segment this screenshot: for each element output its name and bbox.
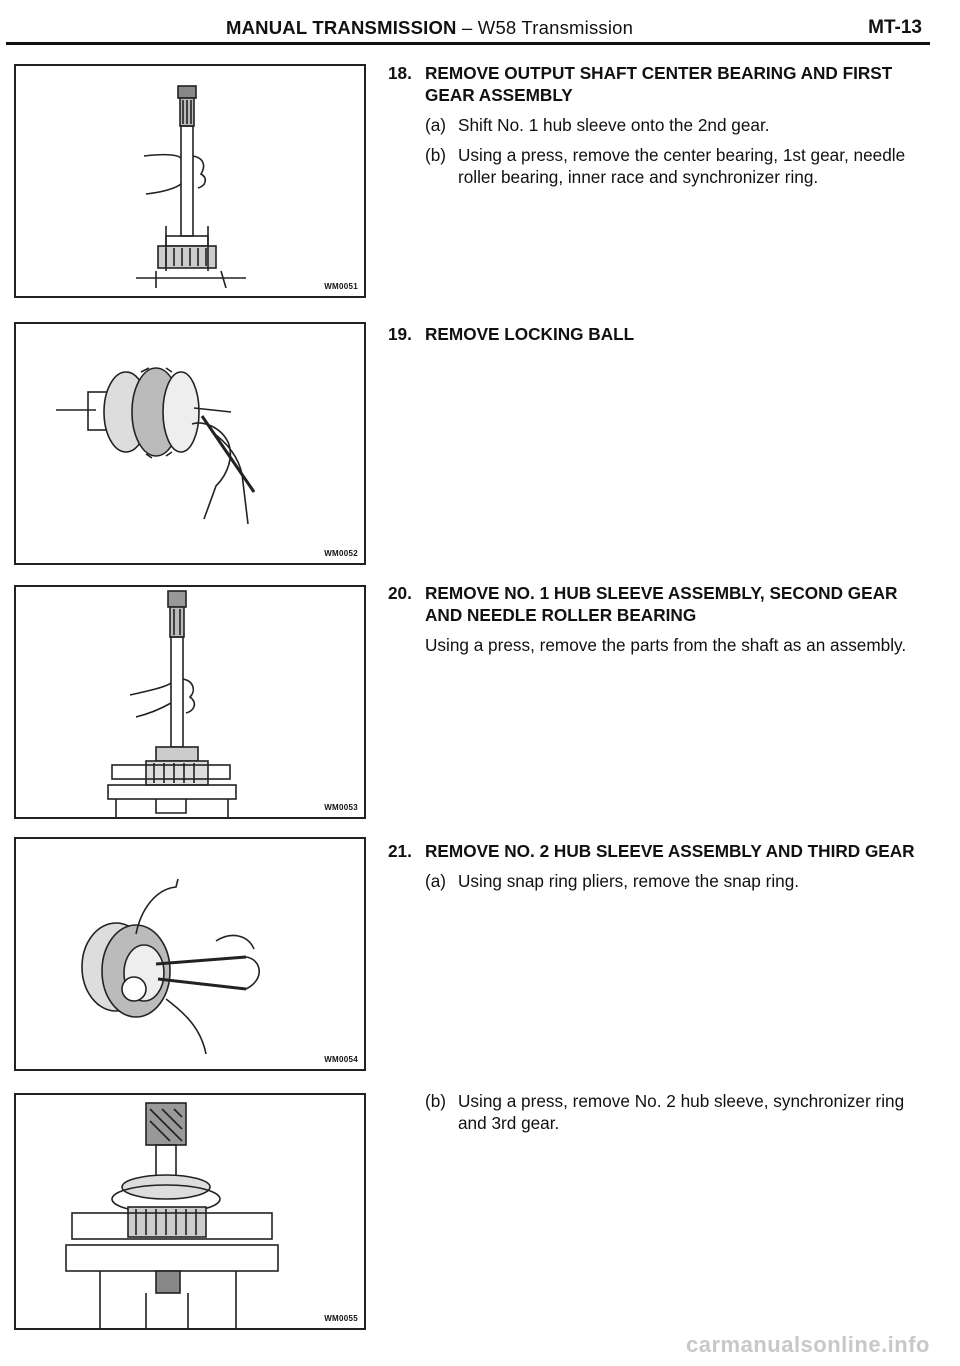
page-number: MT-13 (868, 17, 922, 38)
figure-locking-ball (14, 322, 366, 565)
figure-code: WM0055 (324, 1314, 358, 1323)
locking-ball-illustration (16, 324, 364, 563)
step-title: REMOVE NO. 2 HUB SLEEVE ASSEMBLY AND THIRD GEAR (425, 841, 915, 861)
step-number: 19. (388, 324, 412, 344)
press-shaft-illustration (16, 587, 364, 817)
figure-code: WM0054 (324, 1055, 358, 1064)
page-title (226, 17, 633, 39)
figure-press-center-bearing (14, 64, 366, 298)
substep-a (425, 870, 928, 892)
step-title: REMOVE NO. 1 HUB SLEEVE ASSEMBLY, SECOND GEAR AND NEEDLE ROLLER BEARING (425, 583, 898, 625)
page-header (0, 0, 960, 46)
step-21-b (388, 1090, 928, 1134)
step-number: 18. (388, 63, 412, 83)
substep-label: (b) (425, 145, 447, 165)
step-title: REMOVE LOCKING BALL (425, 324, 635, 344)
press-gear-illustration (16, 1095, 364, 1328)
step-18 (388, 62, 928, 188)
figure-snap-ring-pliers (14, 837, 366, 1071)
step-19 (388, 323, 928, 345)
step-title: REMOVE OUTPUT SHAFT CENTER BEARING AND FIRST GEAR ASSEMBLY (425, 63, 893, 105)
snap-ring-pliers-illustration (16, 839, 364, 1069)
step-text: Using a press, remove the parts from the shaft as an assembly. (425, 635, 907, 655)
step-21 (388, 840, 928, 892)
figure-press-hub-sleeve-1 (14, 585, 366, 819)
substep-text: Using a press, remove the center bearing, 1st gear, needle roller bearing, inner race and synchronizer ring. (458, 145, 906, 187)
substep-label: (a) (425, 871, 447, 891)
step-heading (388, 62, 928, 106)
substep-label: (a) (425, 115, 447, 135)
title-model: – W58 Transmission (456, 17, 634, 38)
title-section: MANUAL TRANSMISSION (226, 17, 457, 38)
step-number: 20. (388, 583, 412, 603)
substep-text: Using a press, remove No. 2 hub sleeve, synchronizer ring and 3rd gear. (458, 1091, 905, 1133)
step-number: 21. (388, 841, 412, 861)
figure-code: WM0053 (324, 803, 358, 812)
substep-label: (b) (425, 1091, 447, 1111)
substep-text: Using snap ring pliers, remove the snap ring. (458, 871, 800, 891)
figure-code: WM0051 (324, 282, 358, 291)
figure-code: WM0052 (324, 549, 358, 558)
press-shaft-illustration (16, 66, 364, 296)
step-heading (388, 323, 928, 345)
substep-text: Shift No. 1 hub sleeve onto the 2nd gear. (458, 115, 770, 135)
step-heading (388, 582, 928, 626)
watermark: carmanualsonline.info (686, 1332, 930, 1357)
substep-a (425, 114, 928, 136)
figure-press-hub-sleeve-2 (14, 1093, 366, 1330)
step-heading (388, 840, 928, 862)
header-rule (6, 42, 930, 45)
substep-b (425, 144, 928, 188)
substep-b (425, 1090, 928, 1134)
step-20 (388, 582, 928, 656)
